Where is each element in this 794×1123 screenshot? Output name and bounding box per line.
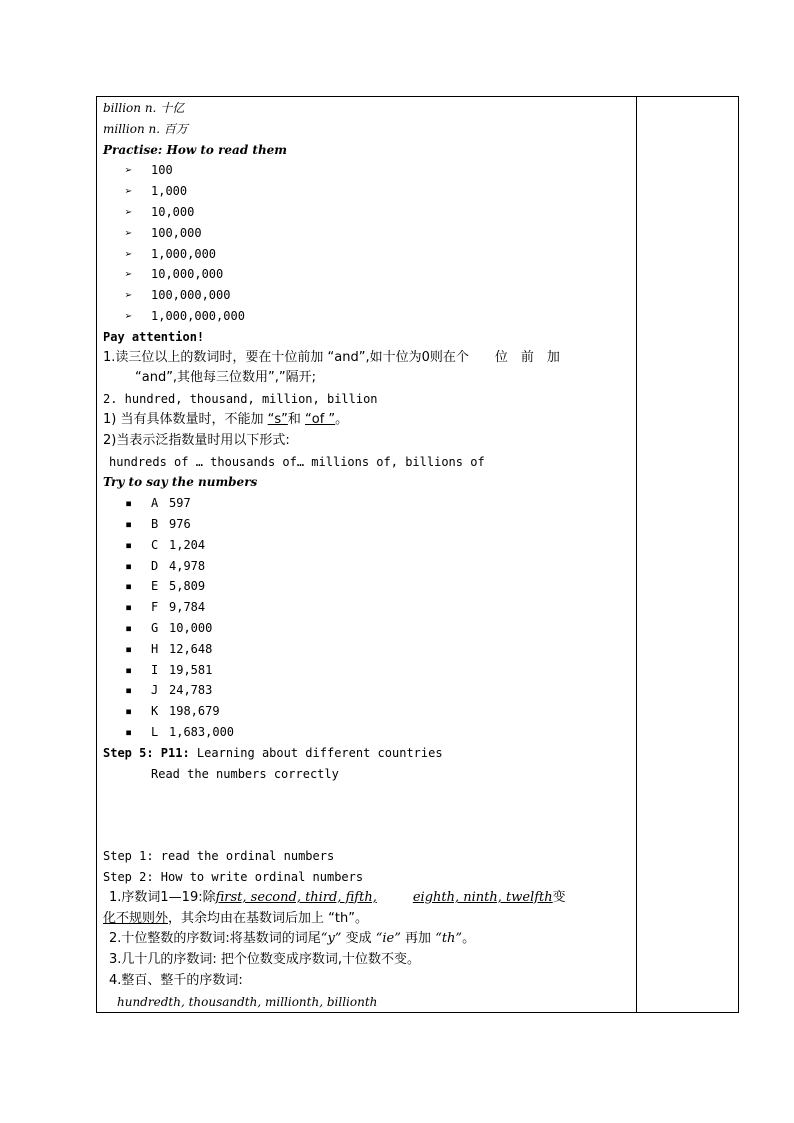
arrow-bullet-icon: ➢ — [125, 225, 133, 240]
arrow-bullet-icon: ➢ — [125, 246, 133, 261]
rule-keyword-y: “y” — [320, 931, 342, 947]
try-item — [103, 493, 631, 514]
rule-text: 化不规则外 — [103, 910, 169, 926]
arrow-bullet-icon: ➢ — [125, 184, 133, 199]
try-letter: L — [151, 724, 159, 739]
rule2-2: 2)当表示泛指数量时用以下形式: — [103, 432, 290, 448]
try-value: 4,978 — [169, 558, 206, 573]
try-letter: E — [151, 579, 159, 594]
try-item — [103, 680, 631, 701]
step2: Step 2: How to write ordinal numbers — [103, 870, 364, 885]
practise-number: 1,000,000 — [151, 246, 217, 261]
try-item — [103, 618, 631, 639]
try-letter: J — [151, 683, 159, 698]
rule-text: 2.十位整数的序数词:将基数词的词尾 — [109, 931, 321, 947]
arrow-bullet-icon: ➢ — [125, 267, 133, 282]
ord2 — [103, 929, 631, 950]
arrow-bullet-icon: ➢ — [125, 308, 133, 323]
try-item — [103, 514, 631, 535]
practise-number: 1,000,000,000 — [151, 308, 245, 323]
rule-keyword-ie: “ie” — [375, 931, 401, 947]
rule-keyword-of: “of ” — [305, 411, 336, 427]
rule-keyword-th: “th” — [435, 931, 463, 947]
lesson-content — [103, 98, 631, 1013]
ord1-line1 — [103, 888, 631, 909]
irregular-ordinals: first, second, third, fifth, — [215, 889, 377, 905]
ord4: 4.整百、整千的序数词: — [109, 973, 243, 989]
practise-heading: Practise: How to read them — [103, 142, 288, 157]
try-value: 1,204 — [169, 537, 206, 552]
try-value: 24,783 — [169, 683, 213, 698]
arrow-bullet-icon: ➢ — [125, 163, 133, 178]
square-bullet-icon: ▪ — [125, 537, 133, 552]
step5-sub: Read the numbers correctly — [151, 766, 339, 781]
rule-text: 和 — [287, 411, 301, 427]
practise-list — [103, 160, 631, 326]
square-bullet-icon: ▪ — [125, 724, 133, 739]
try-letter: G — [151, 620, 159, 635]
practise-item — [103, 306, 631, 327]
practise-item — [103, 181, 631, 202]
try-item — [103, 639, 631, 660]
ord4-examples: hundredth, thousandth, millionth, billionth — [117, 994, 378, 1009]
practise-item — [103, 223, 631, 244]
table-column-divider — [636, 96, 637, 1013]
step5 — [103, 743, 631, 764]
try-item — [103, 722, 631, 743]
practise-item — [103, 202, 631, 223]
ord1-line2 — [103, 909, 631, 930]
rule2-forms: hundreds of … thousands of… millions of, billions of — [109, 454, 485, 469]
vocab-pos: n. — [148, 121, 161, 136]
try-value: 976 — [169, 516, 191, 531]
try-letter: B — [151, 516, 159, 531]
step5-label: Step 5: P11: — [103, 745, 190, 760]
practise-item — [103, 160, 631, 181]
practise-number: 10,000 — [151, 204, 195, 219]
vocab-billion — [103, 98, 631, 119]
step5-text: Learning about different countries — [189, 745, 443, 760]
rule-text: 。 — [335, 411, 349, 427]
try-list — [103, 493, 631, 743]
square-bullet-icon: ▪ — [125, 683, 133, 698]
square-bullet-icon: ▪ — [125, 600, 133, 615]
try-value: 1,683,000 — [169, 724, 235, 739]
ord3: 3.几十几的序数词: 把个位数变成序数词,十位数不变。 — [109, 952, 421, 968]
try-value: 5,809 — [169, 579, 206, 594]
practise-item — [103, 285, 631, 306]
practise-number: 10,000,000 — [151, 267, 224, 282]
try-item — [103, 597, 631, 618]
irregular-ordinals: eighth, ninth, twelfth — [412, 889, 553, 905]
pay-attention-heading: Pay attention! — [103, 329, 205, 344]
square-bullet-icon: ▪ — [125, 496, 133, 511]
vocab-word: billion — [103, 101, 141, 115]
try-value: 12,648 — [169, 641, 213, 656]
try-value: 10,000 — [169, 620, 213, 635]
rule1-line1: 1.读三位以上的数词时，要在十位前加 “and”,如十位为0则在个 位 前 加 — [103, 349, 560, 365]
square-bullet-icon: ▪ — [125, 641, 133, 656]
rule-text: 。 — [462, 931, 476, 947]
try-letter: K — [151, 704, 159, 719]
try-value: 9,784 — [169, 600, 206, 615]
square-bullet-icon: ▪ — [125, 579, 133, 594]
vocab-pos: n. — [144, 101, 157, 115]
try-value: 198,679 — [169, 704, 220, 719]
practise-number: 100 — [151, 163, 173, 178]
rule-text: ，其余均由在基数词后加上 “th”。 — [168, 910, 368, 926]
rule-keyword-s: “s” — [267, 411, 288, 427]
rule-text: 变成 — [345, 931, 372, 947]
square-bullet-icon: ▪ — [125, 704, 133, 719]
step1: Step 1: read the ordinal numbers — [103, 849, 335, 864]
try-item — [103, 535, 631, 556]
try-letter: A — [151, 496, 159, 511]
rule1-line2: “and”,其他每三位数用”,”隔开; — [135, 370, 317, 386]
try-item — [103, 701, 631, 722]
try-heading: Try to say the numbers — [103, 475, 258, 490]
square-bullet-icon: ▪ — [125, 558, 133, 573]
try-letter: F — [151, 600, 159, 615]
rule2: 2. hundred, thousand, million, billion — [103, 392, 378, 407]
try-item — [103, 556, 631, 577]
square-bullet-icon: ▪ — [125, 662, 133, 677]
try-value: 19,581 — [169, 662, 213, 677]
vocab-meaning: 十亿 — [160, 101, 185, 115]
square-bullet-icon: ▪ — [125, 620, 133, 635]
practise-item — [103, 264, 631, 285]
vocab-meaning: 百万 — [163, 121, 188, 136]
practise-number: 1,000 — [151, 184, 188, 199]
vocab-word: million — [103, 121, 145, 136]
try-letter: C — [151, 537, 159, 552]
try-letter: D — [151, 558, 159, 573]
rule-text: 1) 当有具体数量时，不能加 — [103, 411, 264, 427]
rule-text: 再加 — [405, 931, 432, 947]
arrow-bullet-icon: ➢ — [125, 288, 133, 303]
try-item — [103, 660, 631, 681]
try-item — [103, 576, 631, 597]
try-letter: I — [151, 662, 159, 677]
practise-number: 100,000,000 — [151, 288, 231, 303]
rule2-1 — [103, 410, 631, 431]
try-letter: H — [151, 641, 159, 656]
practise-number: 100,000 — [151, 225, 202, 240]
practise-item — [103, 244, 631, 265]
vocab-million — [103, 119, 631, 140]
try-value: 597 — [169, 496, 191, 511]
arrow-bullet-icon: ➢ — [125, 204, 133, 219]
rule-text: 变 — [552, 889, 566, 905]
square-bullet-icon: ▪ — [125, 516, 133, 531]
rule-text: 1.序数词1—19:除 — [109, 889, 216, 905]
